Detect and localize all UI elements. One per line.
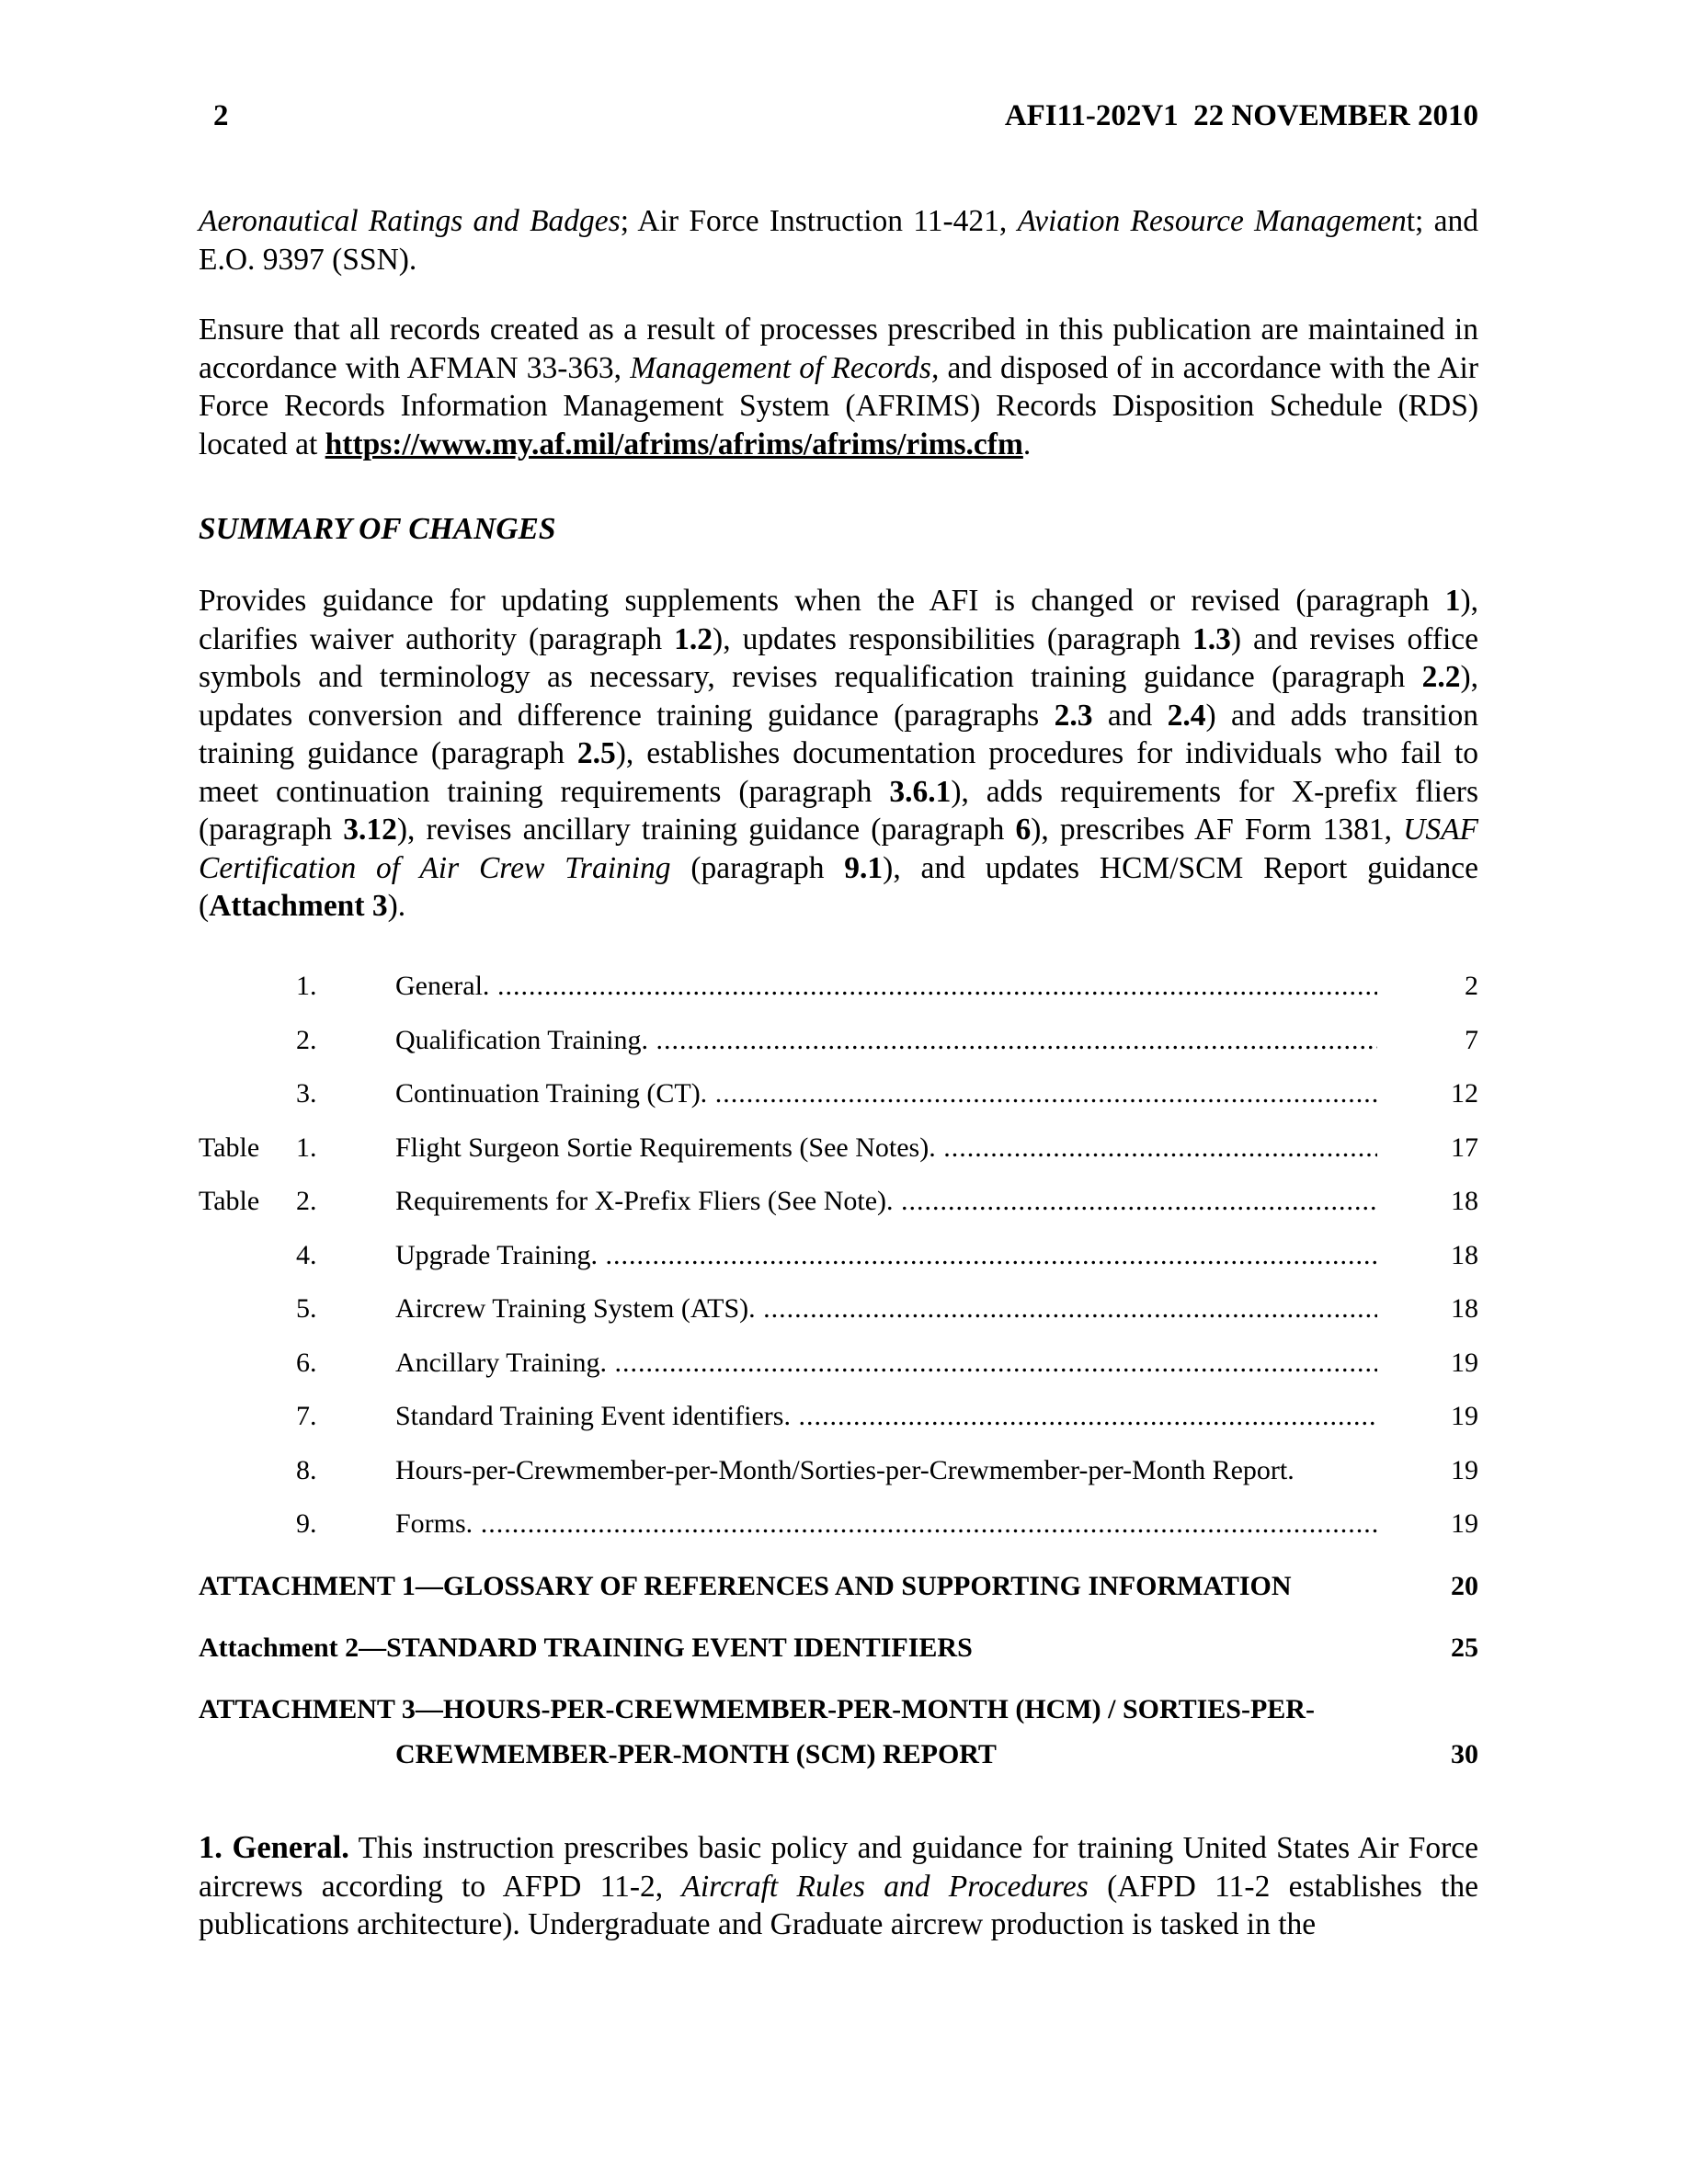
summary-text: ), and updates HCM/SCM Report guidance ( bbox=[199, 850, 1479, 923]
toc-title: Forms. ..... bbox=[395, 1508, 1377, 1540]
toc-page: 18 bbox=[1451, 1293, 1478, 1324]
toc-number: 1. bbox=[296, 1132, 317, 1163]
toc-title: Ancillary Training. ..... bbox=[395, 1348, 1377, 1379]
attachment-ref: Attachment 3 bbox=[209, 889, 388, 923]
toc-attachment-entry[interactable] bbox=[199, 1632, 1478, 1664]
section-heading: 1. General. bbox=[199, 1830, 349, 1865]
summary-text: ), prescribes AF Form 1381, bbox=[1031, 813, 1404, 847]
toc-title: Continuation Training (CT). ..... bbox=[395, 1078, 1377, 1109]
toc-entry[interactable] bbox=[199, 1025, 1478, 1062]
toc-prefix: Table bbox=[199, 1186, 260, 1216]
toc-number: 5. bbox=[296, 1293, 317, 1324]
toc-page: 2 bbox=[1465, 971, 1478, 1001]
toc-entry[interactable] bbox=[199, 1293, 1478, 1330]
paragraph-ref: 6 bbox=[1015, 813, 1032, 847]
records-text: . bbox=[1022, 427, 1032, 461]
ref-text: ; Air Force Instruction 11-421, bbox=[620, 204, 1018, 238]
toc-page: 19 bbox=[1451, 1348, 1478, 1378]
records-paragraph bbox=[199, 311, 1478, 463]
toc-page: 18 bbox=[1451, 1186, 1478, 1216]
toc-title: General. ..... bbox=[395, 971, 1377, 1002]
records-text: Ensure that all records created as a result of processes prescribed in this publication are maintained in accordance with AFMAN 33-363, bbox=[199, 313, 1478, 385]
summary-text: ), updates responsibilities (paragraph bbox=[713, 621, 1192, 656]
attachment-page: 20 bbox=[1451, 1571, 1478, 1601]
summary-text: ), adds requirements for X-prefix fliers (paragraph bbox=[199, 774, 1479, 847]
toc-entry[interactable] bbox=[199, 1186, 1478, 1223]
paragraph-ref: 1 bbox=[1444, 584, 1461, 618]
toc-title: Requirements for X-Prefix Fliers (See Note). ..... bbox=[395, 1186, 1377, 1217]
toc-page: 19 bbox=[1451, 1401, 1478, 1431]
general-paragraph bbox=[199, 1829, 1478, 1944]
toc-page: 18 bbox=[1451, 1240, 1478, 1270]
ref-text: t; and E.O. 9397 (SSN). bbox=[199, 204, 1478, 277]
toc-number: 9. bbox=[296, 1508, 317, 1539]
toc-title: Standard Training Event identifiers. ..... bbox=[395, 1401, 1377, 1432]
toc-number: 2. bbox=[296, 1186, 317, 1216]
summary-text: ), establishes documentation procedures for individuals who fail to meet continuation training requirements (paragraph bbox=[199, 736, 1478, 809]
toc-page: 19 bbox=[1451, 1508, 1478, 1539]
paragraph-ref: 3.6.1 bbox=[889, 774, 952, 809]
ref-title: Aviation Resource Managemen bbox=[1017, 204, 1407, 238]
toc-number: 8. bbox=[296, 1455, 317, 1485]
toc-title: Qualification Training. ..... bbox=[395, 1025, 1377, 1056]
toc-entry[interactable] bbox=[199, 1508, 1478, 1545]
paragraph-ref: 1.2 bbox=[674, 621, 713, 656]
toc-page: 19 bbox=[1451, 1455, 1478, 1485]
toc-title: Upgrade Training. ..... bbox=[395, 1240, 1377, 1271]
summary-text: and bbox=[1092, 698, 1168, 733]
toc-number: 1. bbox=[296, 971, 317, 1001]
toc-page: 17 bbox=[1451, 1132, 1478, 1163]
afrims-link[interactable]: https://www.my.af.mil/afrims/afrims/afrims/rims.cfm bbox=[325, 427, 1023, 461]
summary-text: Provides guidance for updating supplements when the AFI is changed or revised (paragraph bbox=[199, 584, 1445, 618]
toc-number: 4. bbox=[296, 1240, 317, 1270]
toc-prefix: Table bbox=[199, 1132, 260, 1163]
attachment-title-continued: CREWMEMBER-PER-MONTH (SCM) REPORT bbox=[395, 1739, 997, 1769]
records-title: Management of Records, bbox=[630, 350, 940, 385]
references-paragraph bbox=[199, 202, 1478, 279]
paragraph-ref: 2.5 bbox=[576, 736, 616, 770]
attachment-title: Attachment 2—STANDARD TRAINING EVENT IDENTIFIERS bbox=[199, 1632, 973, 1663]
paragraph-ref: 2.2 bbox=[1421, 660, 1461, 694]
toc-number: 7. bbox=[296, 1401, 317, 1431]
toc-page: 12 bbox=[1451, 1078, 1478, 1109]
toc-attachment-entry[interactable] bbox=[199, 1571, 1478, 1602]
toc-attachment-entry[interactable] bbox=[199, 1694, 1478, 1777]
summary-text: ). bbox=[387, 889, 406, 923]
general-text: This instruction prescribes basic policy and guidance for training United States Air Force aircrews according to AFPD 11-2, bbox=[199, 1831, 1478, 1904]
attachment-title: ATTACHMENT 1—GLOSSARY OF REFERENCES AND SUPPORTING INFORMATION bbox=[199, 1571, 1292, 1601]
summary-text: ) and revises office symbols and terminology as necessary, revises requalification training guidance (paragraph bbox=[199, 621, 1478, 694]
document-header-title: AFI11-202V1 22 NOVEMBER 2010 bbox=[1004, 99, 1478, 132]
attachment-title: ATTACHMENT 3—HOURS-PER-CREWMEMBER-PER-MONTH (HCM) / SORTIES-PER- bbox=[199, 1694, 1315, 1724]
toc-entry[interactable] bbox=[199, 1455, 1478, 1492]
summary-heading: SUMMARY OF CHANGES bbox=[199, 512, 556, 546]
publication-title: Aircraft Rules and Procedures bbox=[681, 1869, 1089, 1904]
toc-entry[interactable] bbox=[199, 1240, 1478, 1277]
toc-entry[interactable] bbox=[199, 1348, 1478, 1384]
toc-title: Hours-per-Crewmember-per-Month/Sorties-per-Crewmember-per-Month Report. bbox=[395, 1455, 1295, 1485]
toc-entry[interactable] bbox=[199, 1401, 1478, 1438]
paragraph-ref: 2.3 bbox=[1054, 698, 1093, 733]
form-title: USAF Certification of Air Crew Training bbox=[199, 813, 1478, 885]
summary-text: (paragraph bbox=[670, 850, 845, 885]
page-number: 2 bbox=[213, 99, 229, 132]
toc-number: 3. bbox=[296, 1078, 317, 1109]
summary-text: ), clarifies waiver authority (paragraph bbox=[199, 584, 1478, 656]
toc-entry[interactable] bbox=[199, 1132, 1478, 1169]
ref-title: Aeronautical Ratings and Badges bbox=[199, 204, 621, 238]
general-text: (AFPD 11-2 establishes the publications architecture). Undergraduate and Graduate aircrew production is tasked in the bbox=[199, 1869, 1478, 1941]
summary-text: ) and adds transition training guidance (paragraph bbox=[199, 698, 1478, 770]
toc-title: Flight Surgeon Sortie Requirements (See Notes). ..... bbox=[395, 1132, 1377, 1164]
toc-number: 6. bbox=[296, 1348, 317, 1378]
toc-entry[interactable] bbox=[199, 971, 1478, 1007]
summary-paragraph bbox=[199, 582, 1478, 926]
attachment-page: 30 bbox=[1451, 1739, 1478, 1769]
attachment-page: 25 bbox=[1451, 1632, 1478, 1663]
paragraph-ref: 2.4 bbox=[1167, 698, 1206, 733]
paragraph-ref: 1.3 bbox=[1192, 621, 1231, 656]
paragraph-ref: 9.1 bbox=[844, 850, 884, 885]
toc-number: 2. bbox=[296, 1025, 317, 1055]
toc-entry[interactable] bbox=[199, 1078, 1478, 1115]
summary-text: ), revises ancillary training guidance (paragraph bbox=[396, 813, 1016, 847]
paragraph-ref: 3.12 bbox=[343, 813, 397, 847]
summary-text: ), updates conversion and difference training guidance (paragraphs bbox=[199, 660, 1478, 733]
records-text: and disposed of in accordance with the Air Force Records Information Management System (AFRIMS) Records Disposition Schedule (RDS) located at bbox=[199, 350, 1478, 461]
toc-page: 7 bbox=[1465, 1025, 1478, 1055]
toc-title: Aircrew Training System (ATS). ..... bbox=[395, 1293, 1377, 1325]
